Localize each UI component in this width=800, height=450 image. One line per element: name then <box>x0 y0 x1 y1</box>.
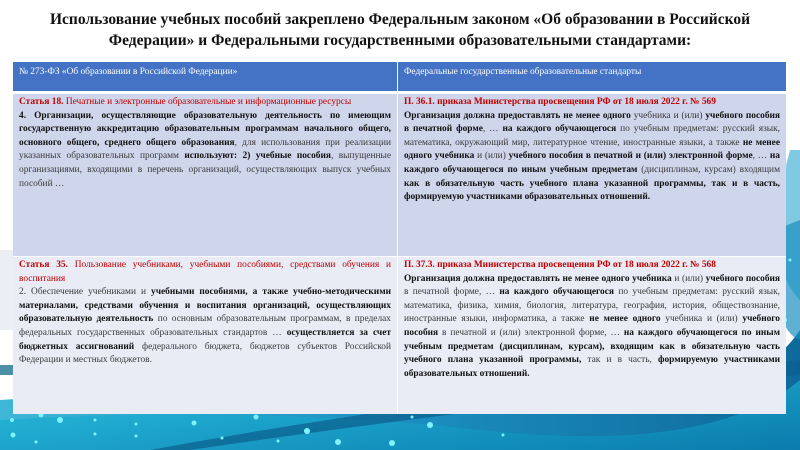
order-569-body: Организация должна предоставлять не менее одного учебника и (или) учебного пособия в печатной форме, … на каждого обучающегося по учебным предметам: русский язык, математика, окружающий мир, литературное чтение, иностранные языки, а также не менее одного учебника и (или) учебного пособия в печатной и (или) электронной форме, … на каждого обучающегося по иным учебным предметам (дисциплинам, курсам) входящим как в обязательную часть учебного плана указанной программы, так и в часть, формируемую участниками образовательных отношений. <box>404 110 781 203</box>
table-header-law: № 273-ФЗ «Об образовании в Российской Федерации» <box>13 62 398 91</box>
slide-title-line-2: Федерации» и Федеральными государственными образовательными стандартами: <box>108 32 692 49</box>
table-cell-article-35 <box>13 256 398 414</box>
table-cell-article-18 <box>13 91 398 256</box>
article-35-heading: Статья 35. Пользование учебниками, учебными пособиями, средствами обучения и воспитания <box>19 260 391 284</box>
table-header-standards: Федеральные государственные образовательные стандарты <box>398 62 786 91</box>
article-18-heading: Статья 18. Печатные и электронные образовательные и информационные ресурсы <box>19 97 352 107</box>
order-569-heading: П. 36.1. приказа Министерства просвещения РФ от 18 июля 2022 г. № 569 <box>404 97 716 107</box>
article-18-body: 4. Организации, осуществляющие образовательную деятельность по имеющим государственную аккредитацию образовательным программам начального общего, основного общего, среднего общего образования, для использования при реализации указанных образовательных программ используют: 2) учебные пособия, выпущенные организациями, входящими в перечень организаций, осуществляющих выпуск учебных пособий … <box>19 110 391 189</box>
article-35-body: 2. Обеспечение учебниками и учебными пособиями, а также учебно-методическими материалами, средствами обучения и воспитания организаций, осуществляющих образовательную деятельность по основным образовательным программам, в пределах федеральных государственных образовательных стандартов … осуществляется за счет бюджетных ассигнований федерального бюджета, бюджетов субъектов Российской Федерации и местных бюджетов. <box>19 287 392 366</box>
order-568-heading: П. 37.3. приказа Министерства просвещения РФ от 18 июля 2022 г. № 568 <box>404 260 716 270</box>
comparison-table <box>13 62 786 414</box>
order-568-body: Организация должна предоставлять не менее одного учебника и (или) учебного пособия в печатной форме, … на каждого обучающегося по учебным предметам: русский язык, математика, физика, химия, биология, литература, география, история, обществознание, иностранные языки, информатика, а также не менее одного учебника и (или) учебного пособия в печатной и (или) электронной форме, … на каждого обучающегося по иным учебным предметам (дисциплинам, курсам), входящим как в обязательную часть учебного плана указанной программы, так и в часть, формируемую участниками образовательных отношений. <box>404 273 781 379</box>
slide-title <box>20 9 780 51</box>
slide-title-line-1: Использование учебных пособий закреплено Федеральным законом «Об образовании в Российской <box>49 11 750 28</box>
table-cell-order-569 <box>398 91 786 256</box>
table-cell-order-568 <box>398 256 786 414</box>
